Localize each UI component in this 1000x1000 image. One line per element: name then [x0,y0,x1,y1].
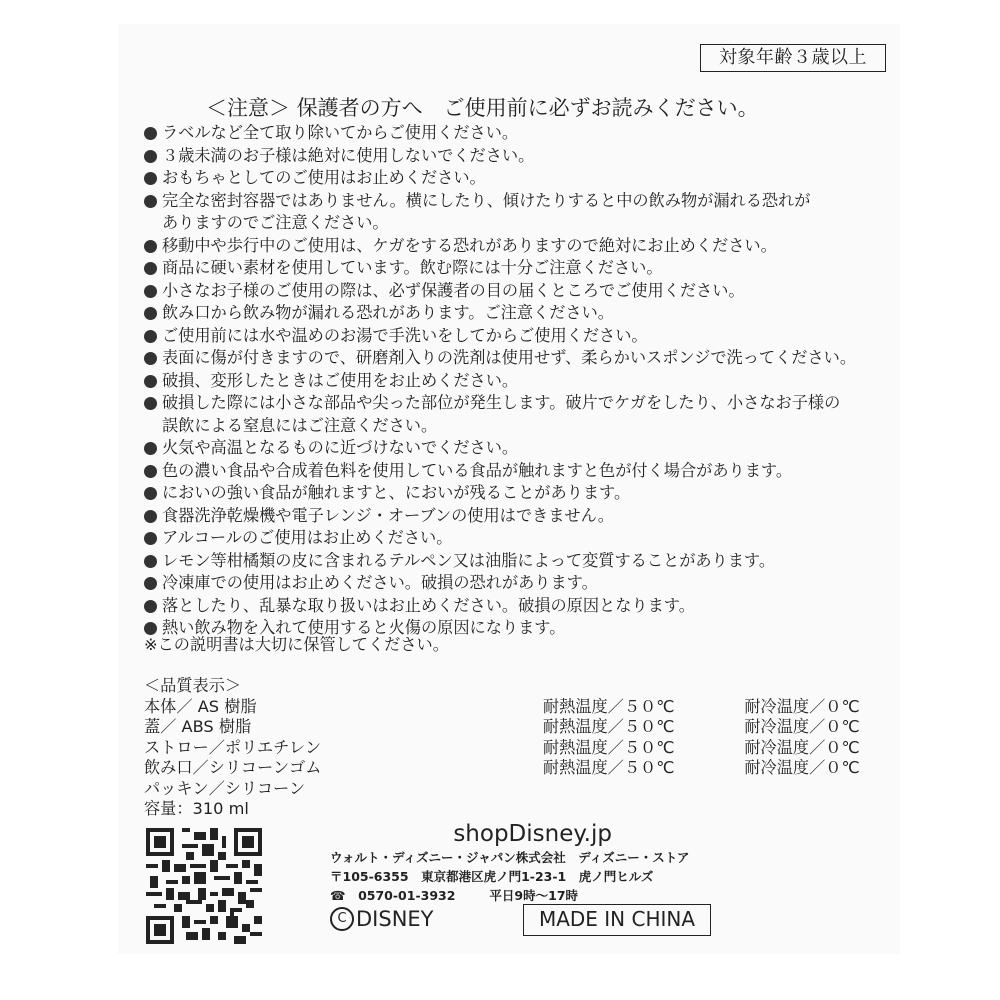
table-row [144,779,884,800]
country-of-origin: MADE IN CHINA [523,904,711,936]
age-badge: 対象年齢３歳以上 [700,44,886,72]
list-item: 完全な密封容器ではありません。横にしたり、傾けたりすると中の飲み物が漏れる恐れが ありますのでご注意ください。 [144,190,894,235]
bullet-icon [144,352,157,365]
brand-block [330,820,720,905]
copyright-holder: DISNEY [356,907,434,931]
bullet-icon [144,195,157,208]
keep-note: ※この説明書は大切に保管してください。 [144,635,449,654]
bullet-icon [144,577,157,590]
bullet-icon [144,172,157,185]
bullet-icon [144,150,157,163]
list-item: レモン等柑橘類の皮に含まれるテルペン又は油脂によって変質することがあります。 [144,550,894,573]
list-item: 表面に傷が付きますので、研磨剤入りの洗剤は使用せず、柔らかいスポンジで洗ってください。 [144,347,894,370]
table-row [144,738,884,759]
qr-code-icon [146,828,262,944]
bullet-icon [144,465,157,478]
bullet-icon [144,240,157,253]
list-item: 破損、変形したときはご使用をお止めください。 [144,370,894,393]
list-item: 色の濃い食品や合成着色料を使用している食品が触れますと色が付く場合があります。 [144,460,894,483]
heat-resistance-cell [543,779,744,800]
list-item: 移動中や歩行中のご使用は、ケガをする恐れがありますので絶対にお止めください。 [144,235,894,258]
brand-url: shopDisney.jp [453,821,612,847]
material-cell: 飲み口／シリコーンゴム [144,758,322,777]
table-row [144,697,884,718]
copyright [330,904,434,934]
list-item: おもちゃとしてのご使用はお止めください。 [144,167,894,190]
material-cell: ストロー／ポリエチレン [144,737,322,757]
material-cell: パッキン／シリコーン [144,778,306,798]
bullet-icon [144,532,157,545]
heat-resistance-cell: 耐熱温度／５０℃ [542,758,675,777]
list-item: 火気や高温となるものに近づけないでください。 [144,437,894,460]
bullet-icon [144,510,157,523]
list-item: 落としたり、乱暴な取り扱いはお止めください。破損の原因となります。 [144,595,894,618]
caution-heading: ＜注意＞ 保護者の方へ ご使用前に必ずお読みください。 [206,96,759,120]
list-item: 商品に硬い素材を使用しています。飲む際には十分ご注意ください。 [144,257,894,280]
phone-line [330,886,720,905]
bullet-icon [144,285,157,298]
bullet-icon [144,442,157,455]
quality-heading: ＜品質表示＞ [144,676,242,695]
capacity: 容量：310 ml [144,799,249,818]
bullet-icon [144,127,157,140]
bullet-icon [144,262,157,275]
list-item: アルコールのご使用はお止めください。 [144,527,894,550]
list-item: ご使用前には水や温めのお湯で手洗いをしてからご使用ください。 [144,325,894,348]
list-item: 小さなお子様のご使用の際は、必ず保護者の目の届くところでご使用ください。 [144,280,894,303]
cold-resistance-cell: 耐冷温度／０℃ [744,717,860,736]
list-item: ラベルなど全て取り除いてからご使用ください。 [144,122,894,145]
cold-resistance-cell: 耐冷温度／０℃ [744,758,860,777]
bullet-icon [144,487,157,500]
bullet-icon [144,375,157,388]
material-cell: 本体／ AS 樹脂 [144,696,257,716]
bullet-icon [144,330,157,343]
heat-resistance-cell: 耐熱温度／５０℃ [542,717,675,736]
table-row [144,717,884,738]
list-item: においの強い食品が触れますと、においが残ることがあります。 [144,482,894,505]
company-address: 〒105-6355 東京都港区虎ノ門1-23-1 虎ノ門ヒルズ [330,869,654,884]
bullet-icon [144,397,157,410]
list-item: ３歳未満のお子様は絶対に使用しないでください。 [144,145,894,168]
business-hours: 平日9時～17時 [489,888,579,903]
material-cell: 蓋／ ABS 樹脂 [144,717,252,736]
list-item: 冷凍庫での使用はお止めください。破損の恐れがあります。 [144,572,894,595]
list-item: 破損した際には小さな部品や尖った部位が発生します。破片でケガをしたり、小さなお子様の 誤飲による窒息にはご注意ください。 [144,392,894,437]
bullet-icon [144,307,157,320]
company-name: ウォルト・ディズニー・ジャパン株式会社 ディズニー・ストア [330,850,690,865]
heat-resistance-cell: 耐熱温度／５０℃ [542,696,675,716]
cold-resistance-cell: 耐冷温度／０℃ [744,737,860,757]
list-item: 食器洗浄乾燥機や電子レンジ・オーブンの使用はできません。 [144,505,894,528]
heat-resistance-cell: 耐熱温度／５０℃ [542,737,675,757]
table-row [144,758,884,779]
bullet-icon [144,555,157,568]
copyright-icon: C [330,907,354,931]
quality-labeling [144,676,884,820]
caution-list [144,122,894,640]
list-item: 熱い飲み物を入れて使用すると火傷の原因になります。 [144,617,894,640]
bullet-icon [144,600,157,613]
cold-resistance-cell [744,779,884,800]
phone-number: ☎ 0570-01-3932 [330,888,456,903]
cold-resistance-cell: 耐冷温度／０℃ [744,696,860,716]
list-item: 飲み口から飲み物が漏れる恐れがあります。ご注意ください。 [144,302,894,325]
